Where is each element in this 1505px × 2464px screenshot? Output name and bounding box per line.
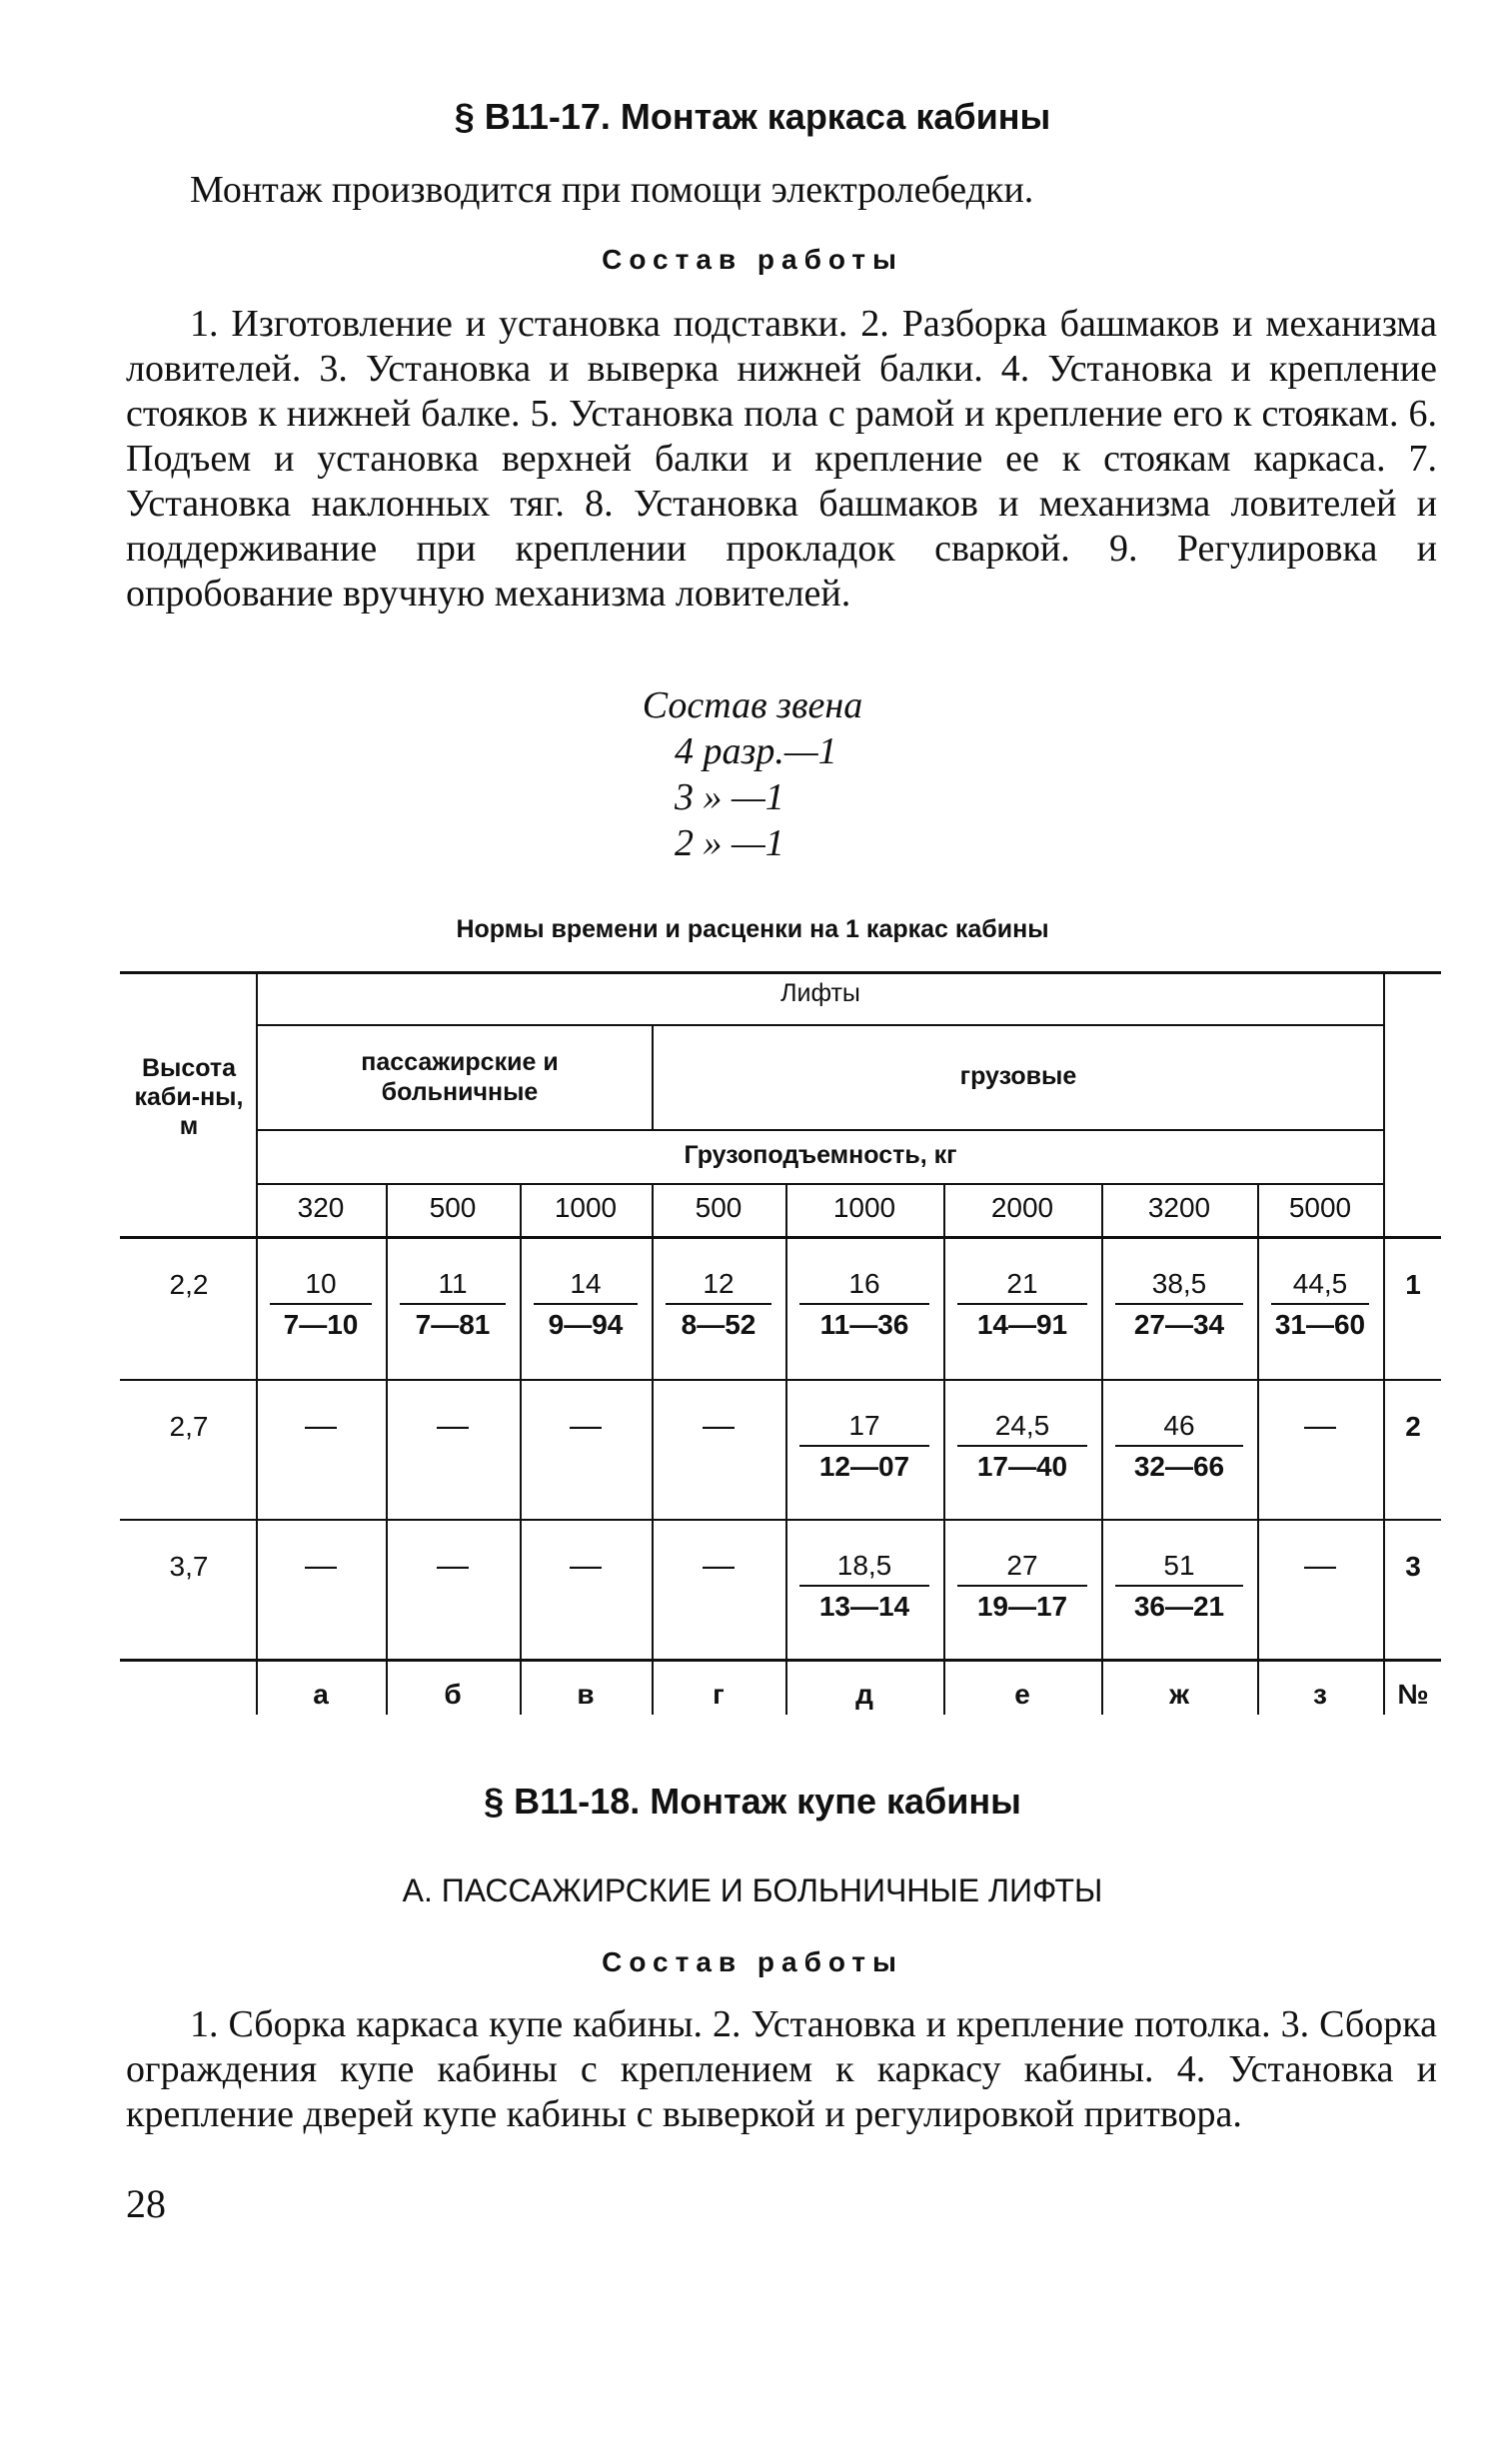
row-height: 2,7 — [169, 1411, 209, 1442]
crew-line: 3 » —1 — [675, 776, 784, 818]
norm-time: 17 — [799, 1407, 929, 1447]
empty-cell: — — [703, 1407, 735, 1443]
norm-time: 21 — [957, 1265, 1087, 1305]
empty-cell: — — [703, 1547, 735, 1583]
number-label: № — [1397, 1679, 1429, 1710]
subgroup-freight: грузовые — [959, 1062, 1077, 1090]
column-header: 1000 — [554, 1192, 618, 1223]
norm-rate: 32—66 — [1133, 1451, 1225, 1482]
table-rule — [120, 1659, 1441, 1662]
section2-title: § В11-18. Монтаж купе кабины — [484, 1781, 1021, 1822]
norm-time: 44,5 — [1271, 1265, 1369, 1305]
column-header: 1000 — [832, 1192, 896, 1223]
table-rule — [520, 1183, 522, 1715]
table-rule — [386, 1183, 388, 1715]
table-rule — [256, 1024, 1385, 1026]
norm-time: 27 — [957, 1547, 1087, 1587]
norm-cell — [785, 1547, 943, 1627]
norm-rate: 17—40 — [976, 1451, 1068, 1482]
norm-cell — [256, 1265, 386, 1345]
section2-work-heading: Состав работы — [602, 1946, 903, 1977]
empty-cell: — — [570, 1407, 602, 1443]
empty-cell: — — [1304, 1547, 1336, 1583]
page-number: 28 — [126, 2181, 166, 2226]
norm-rate: 31—60 — [1274, 1309, 1366, 1340]
column-header: 5000 — [1288, 1192, 1352, 1223]
empty-cell: — — [305, 1407, 337, 1443]
norm-time: 24,5 — [957, 1407, 1087, 1447]
norm-rate: 7—81 — [415, 1309, 491, 1340]
column-header: 320 — [297, 1192, 345, 1223]
row-height: 3,7 — [169, 1551, 209, 1582]
norm-cell — [1101, 1265, 1257, 1345]
norm-rate: 19—17 — [976, 1591, 1068, 1622]
crew-line: 2 » —1 — [675, 822, 784, 864]
norm-time: 38,5 — [1115, 1265, 1243, 1305]
empty-cell: — — [570, 1547, 602, 1583]
column-header: 2000 — [990, 1192, 1054, 1223]
norm-time: 51 — [1115, 1547, 1243, 1587]
column-letter: б — [444, 1679, 462, 1710]
row-height: 2,2 — [169, 1269, 209, 1300]
group-header: Лифты — [780, 979, 860, 1007]
norm-cell — [1101, 1407, 1257, 1487]
table-rule — [120, 1519, 1441, 1521]
norm-time: 14 — [534, 1265, 638, 1305]
column-letter: а — [313, 1679, 329, 1710]
norm-time: 18,5 — [799, 1547, 929, 1587]
column-letter: в — [577, 1679, 595, 1710]
table-rule — [120, 1379, 1441, 1381]
norm-cell — [943, 1407, 1101, 1487]
intro-text: Монтаж производится при помощи электролебедки. — [190, 169, 1034, 211]
table-rule — [652, 1183, 654, 1715]
row-number: 2 — [1405, 1411, 1421, 1442]
norm-rate: 12—07 — [818, 1451, 910, 1482]
norm-cell — [652, 1265, 785, 1345]
section-title: § В11-17. Монтаж каркаса кабины — [454, 96, 1051, 137]
table-caption: Нормы времени и расценки на 1 каркас кабины — [456, 915, 1049, 943]
norm-cell — [520, 1265, 652, 1345]
table-rule — [256, 1183, 1385, 1185]
table-rule — [120, 971, 1441, 974]
column-header: 500 — [695, 1192, 743, 1223]
work-text: 1. Изготовление и установка подставки. 2. Разборка башмаков и механизма ловителей. 3. Установка и выверка нижней балки. 4. Установка и крепление стояков к нижней балке. 5. Установка пола с рамой и крепление его к стоякам. 6. Подъем и установка верхней балки и крепление ее к стоякам каркаса. 7. Установка наклонных тяг. 8. Установка башмаков и механизма ловителей и поддерживание при креплении прокладок сваркой. 9. Регулировка и опробование вручную механизма ловителей. — [126, 303, 1437, 615]
norm-time: 11 — [400, 1265, 506, 1305]
section2-subtitle: А. ПАССАЖИРСКИЕ И БОЛЬНИЧНЫЕ ЛИФТЫ — [402, 1872, 1103, 1908]
norm-rate: 13—14 — [818, 1591, 910, 1622]
empty-cell: — — [1304, 1407, 1336, 1443]
norm-time: 12 — [666, 1265, 771, 1305]
crew-heading: Состав звена — [642, 684, 863, 726]
work-heading: Состав работы — [602, 244, 903, 275]
norm-time: 46 — [1115, 1407, 1243, 1447]
crew-line: 4 разр.—1 — [675, 730, 837, 772]
norm-cell — [1101, 1547, 1257, 1627]
column-letter: г — [713, 1679, 725, 1710]
norm-cell — [943, 1547, 1101, 1627]
table-rule — [1257, 1183, 1259, 1715]
norm-rate: 36—21 — [1133, 1591, 1225, 1622]
norm-rate: 7—10 — [283, 1309, 359, 1340]
norm-cell — [785, 1265, 943, 1345]
column-header: 3200 — [1147, 1192, 1211, 1223]
empty-cell: — — [437, 1547, 469, 1583]
row-number: 3 — [1405, 1551, 1421, 1582]
norm-time: 10 — [270, 1265, 372, 1305]
column-letter: е — [1014, 1679, 1030, 1710]
norm-rate: 27—34 — [1133, 1309, 1225, 1340]
empty-cell: — — [305, 1547, 337, 1583]
norm-rate: 11—36 — [819, 1309, 909, 1340]
norm-cell — [1257, 1265, 1383, 1345]
capacity-header: Грузоподъемность, кг — [684, 1141, 957, 1169]
norm-time: 16 — [799, 1265, 929, 1305]
norm-rate: 8—52 — [681, 1309, 756, 1340]
table-rule — [120, 1236, 1441, 1239]
column-header: 500 — [429, 1192, 477, 1223]
section2-work-text: 1. Сборка каркаса купе кабины. 2. Установка и крепление потолка. 3. Сборка ограждения купе кабины с креплением к каркасу кабины. 4. Установка и крепление дверей купе кабины с выверкой и регулировкой притвора. — [126, 2003, 1437, 2135]
norm-rate: 9—94 — [548, 1309, 624, 1340]
norm-cell — [943, 1265, 1101, 1345]
norm-rate: 14—91 — [976, 1309, 1068, 1340]
norm-cell — [386, 1265, 520, 1345]
empty-cell: — — [437, 1407, 469, 1443]
norm-cell — [785, 1407, 943, 1487]
table-rule — [256, 1129, 1385, 1131]
column-letter: д — [855, 1679, 873, 1710]
row-number: 1 — [1405, 1269, 1421, 1300]
column-letter: ж — [1169, 1679, 1189, 1710]
table-rule — [1383, 971, 1385, 1715]
row-header: Высота каби-ны, м — [134, 1054, 244, 1140]
column-letter: з — [1313, 1679, 1327, 1710]
subgroup-passenger: пассажирские и больничные — [361, 1048, 559, 1106]
